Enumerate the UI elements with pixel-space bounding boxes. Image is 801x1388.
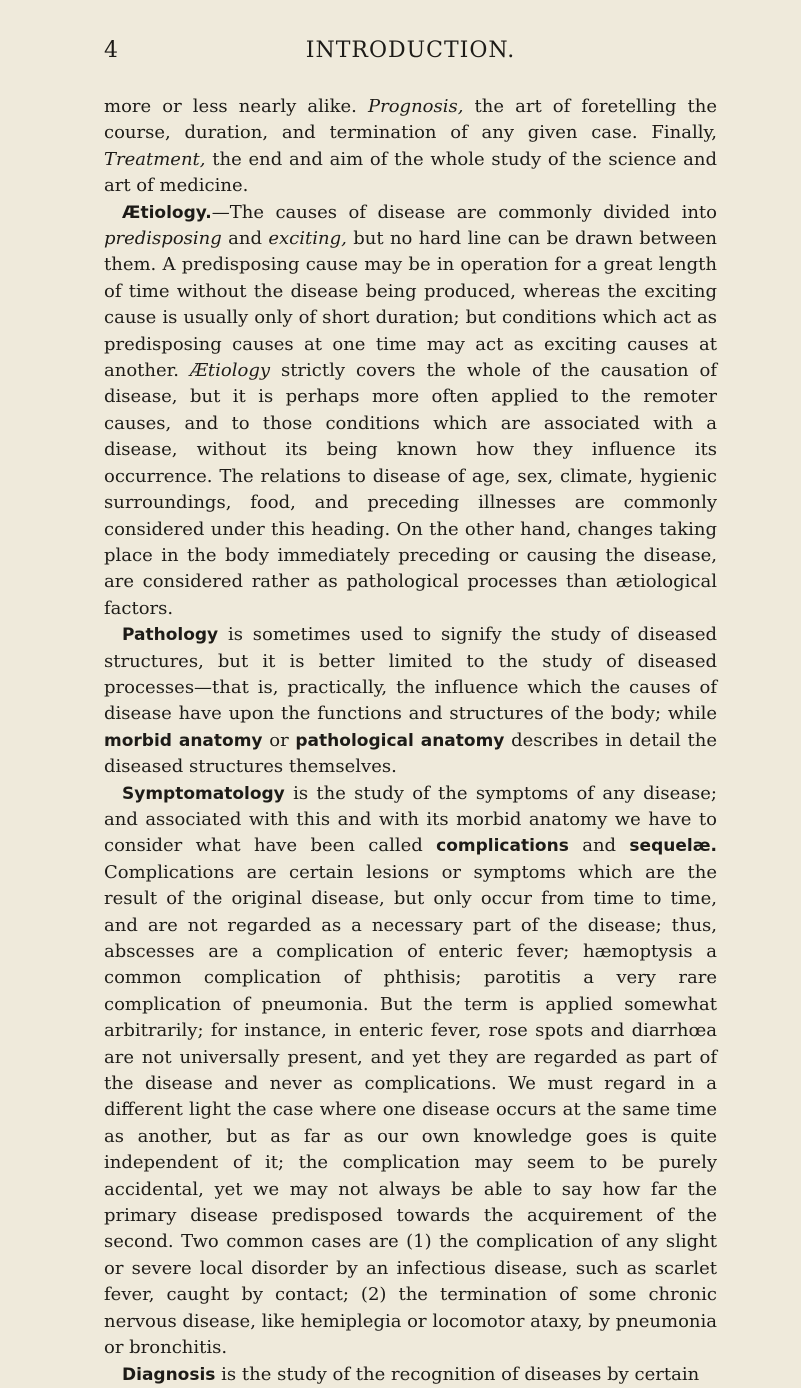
heading-symptomatology: Symptomatology [122,783,285,804]
running-head: INTRODUCTION. [305,38,516,63]
text-run: is the study of the recognition of diseases by certain [215,1363,700,1385]
text-run: Complications are certain lesions or symptoms which are the result of the original disease, but only occur from time to time, and are not regarded as a necessary part of the disease; thus, abscesses are a complication of enteric fever; hæmoptysis a common complication of phthisis; parotitis a very rare complication of pneumonia. But the term is applied somewhat arbitrarily; for instance, in enteric fever, rose spots and diarrhœa are not universally present, and yet they are regarded as part of the disease and never as complications. We must regard in a different light the case where one disease occurs at the same time as another, but as far as our own knowledge goes is quite independent of it; the complication may seem to be purely accidental, yet we may not always be able to say how far the primary disease predisposed towards the acquirement of the second. Two common cases are (1) the complication of any slight or severe local disorder by an infectious disease, such as scarlet fever, caught by contact; (2) the termination of some chronic nervous disease, like hemiplegia or locomotor ataxy, by pneumonia or bronchitis. [104,861,717,1359]
italic-term-treatment: Treatment, [104,148,206,170]
heading-diagnosis: Diagnosis [122,1364,216,1385]
bold-term-morbid-anatomy: morbid anatomy [104,730,263,751]
page-number: 4 [104,38,118,63]
italic-term-aetiology: Ætiology [189,360,271,382]
text-run: and [221,228,269,250]
page-header [104,38,717,72]
bold-term-pathological-anatomy: pathological anatomy [295,730,505,751]
text-run: strictly covers the whole of the causation of disease, but it is perhaps more often applied to the remoter causes, and to those conditions which are associated with a disease, without its being known how they influence its occurrence. The relations to disease of age, sex, climate, hygienic surroundings, food, and preceding illnesses are commonly considered under this heading. On the other hand, changes taking place in the body immediately preceding or causing the disease, are considered rather as pathological processes than ætiological factors. [104,360,717,619]
text-run: but no hard line can be drawn between them. A predisposing cause may be in operation for a great length of time without the disease being produced, whereas the exciting cause is usually only of short duration; but conditions which act as predisposing causes at one time may act as exciting causes at another. [104,228,717,382]
text-run: or [262,729,296,751]
text-run: and [568,835,630,857]
text-run: is sometimes used to signify the study of diseased structures, but it is better limited to the study of diseased processes—that is, practically, the influence which the causes of disease have upon the functions and structures of the body; while [104,624,717,725]
text-run: the end and aim of the whole study of the science and art of medicine. [104,148,717,197]
text-run: the art of foretelling the course, duration, and termination of any given case. Finally, [104,96,717,144]
paragraph-diagnosis [104,1362,717,1388]
italic-term-exciting: exciting, [268,228,347,250]
text-run: is the study of the symptoms of any disease; and associated with this and with its morbid anatomy we have to consider what have been called [104,782,717,857]
text-run: more or less nearly alike. [104,96,368,117]
paragraph-pathology [104,622,717,780]
bold-term-complications: complications [436,836,569,857]
italic-term-predisposing: predisposing [104,228,222,250]
paragraph-prognosis-treatment [104,94,717,200]
text-run: describes in detail the diseased structures themselves. [104,729,718,778]
italic-term-prognosis: Prognosis, [368,96,464,117]
heading-pathology: Pathology [122,625,219,646]
text-run: —The causes of disease are commonly divided into [211,201,717,223]
bold-term-sequelae: sequelæ. [629,836,717,857]
heading-aetiology: Ætiology. [122,202,212,223]
paragraph-aetiology [104,200,717,623]
body-text [104,94,717,1388]
paragraph-symptomatology [104,781,717,1362]
